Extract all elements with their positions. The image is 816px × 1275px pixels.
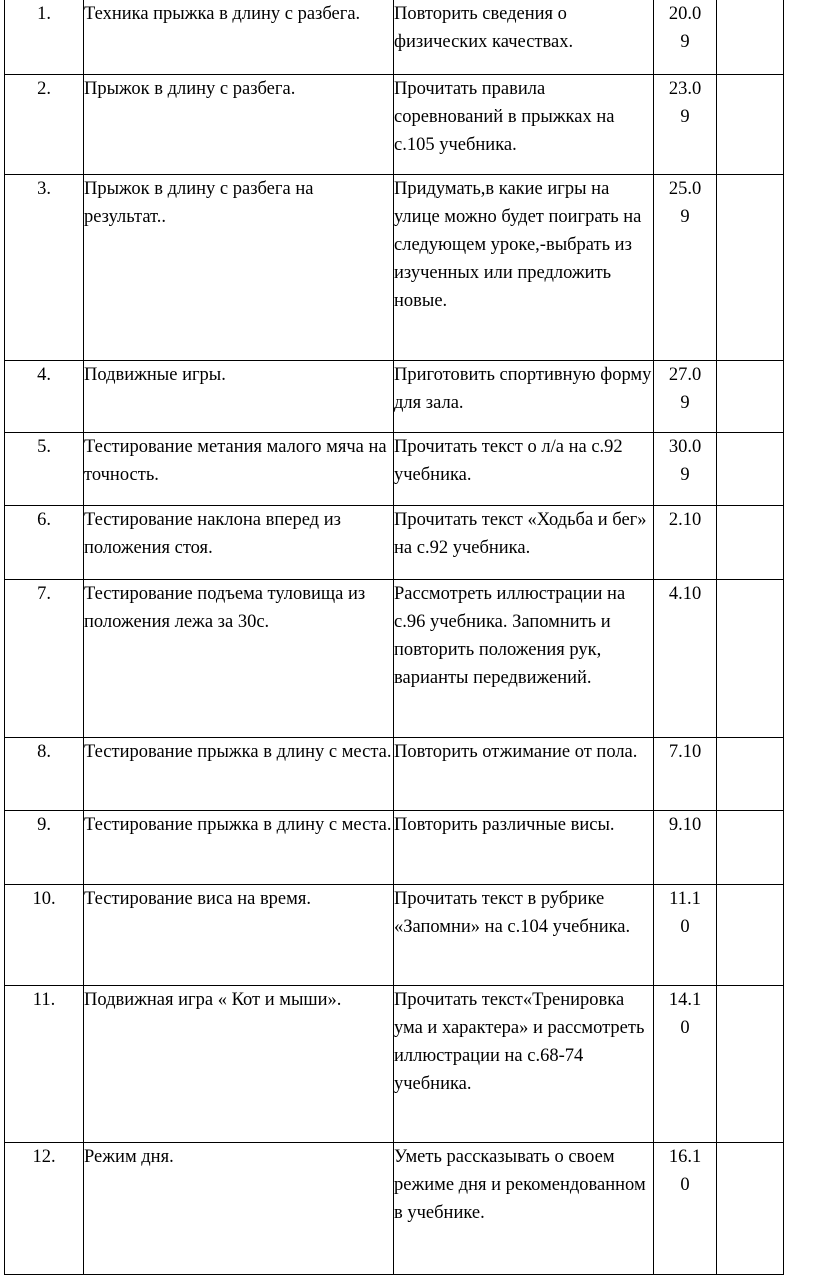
empty-cell	[717, 811, 784, 885]
empty-cell	[717, 75, 784, 175]
lesson-number: 4.	[5, 361, 84, 433]
lesson-number: 11.	[5, 986, 84, 1143]
lesson-date: 7.10	[668, 742, 702, 762]
table-row	[5, 811, 784, 885]
lesson-homework: Уметь рассказывать о своем режиме дня и рекомендованном в учебнике.	[394, 1143, 654, 1275]
lesson-homework: Прочитать текст в рубрике «Запомни» на с.104 учебника.	[394, 885, 654, 986]
lesson-number: 6.	[5, 506, 84, 580]
lesson-homework: Приготовить спортивную форму для зала.	[394, 361, 654, 433]
lesson-number: 5.	[5, 433, 84, 506]
lesson-number: 3.	[5, 175, 84, 361]
table-row	[5, 986, 784, 1143]
empty-cell	[717, 433, 784, 506]
lesson-date: 25.09	[668, 179, 702, 227]
table-row	[5, 738, 784, 811]
lesson-homework: Прочитать текст «Ходьба и бег» на с.92 учебника.	[394, 506, 654, 580]
lesson-topic: Прыжок в длину с разбега.	[84, 75, 394, 175]
empty-cell	[717, 885, 784, 986]
lesson-date: 11.10	[669, 889, 701, 937]
table-row	[5, 1143, 784, 1275]
lesson-number: 9.	[5, 811, 84, 885]
lesson-homework: Прочитать текст о л/а на с.92 учебника.	[394, 433, 654, 506]
empty-cell	[717, 175, 784, 361]
lesson-topic: Подвижные игры.	[84, 361, 394, 433]
lesson-date: 4.10	[668, 584, 702, 604]
empty-cell	[717, 506, 784, 580]
lesson-topic: Прыжок в длину с разбега на результат..	[84, 175, 394, 361]
lesson-homework: Прочитать текст«Тренировка ума и характера» и рассмотреть иллюстрации на с.68-74 учебника.	[394, 986, 654, 1143]
table-row	[5, 580, 784, 738]
table-row	[5, 75, 784, 175]
table-row	[5, 433, 784, 506]
lesson-topic: Режим дня.	[84, 1143, 394, 1275]
lesson-homework: Рассмотреть иллюстрации на с.96 учебника. Запомнить и повторить положения рук, варианты передвижений.	[394, 580, 654, 738]
lesson-date: 9.10	[668, 815, 702, 835]
lesson-topic: Тестирование прыжка в длину с места.	[84, 811, 394, 885]
lesson-number: 7.	[5, 580, 84, 738]
lesson-date: 30.09	[668, 437, 702, 485]
lesson-date: 2.10	[668, 510, 702, 530]
empty-cell	[717, 361, 784, 433]
lesson-homework: Повторить отжимание от пола.	[394, 738, 654, 811]
table-row	[5, 885, 784, 986]
lesson-topic: Тестирование виса на время.	[84, 885, 394, 986]
table-row	[5, 0, 784, 75]
lesson-homework: Повторить различные висы.	[394, 811, 654, 885]
table-row	[5, 175, 784, 361]
lesson-number: 2.	[5, 75, 84, 175]
lesson-homework: Прочитать правила соревнований в прыжках на с.105 учебника.	[394, 75, 654, 175]
lesson-topic: Тестирование наклона вперед из положения стоя.	[84, 506, 394, 580]
lesson-date: 20.09	[668, 4, 702, 52]
lesson-homework: Придумать,в какие игры на улице можно будет поиграть на следующем уроке,-выбрать из изученных или предложить новые.	[394, 175, 654, 361]
lesson-number: 12.	[5, 1143, 84, 1275]
lesson-topic: Техника прыжка в длину с разбега.	[84, 0, 394, 75]
lesson-number: 8.	[5, 738, 84, 811]
empty-cell	[717, 580, 784, 738]
empty-cell	[717, 1143, 784, 1275]
empty-cell	[717, 738, 784, 811]
lesson-number: 1.	[5, 0, 84, 75]
lesson-topic: Тестирование метания малого мяча на точность.	[84, 433, 394, 506]
lesson-date: 23.09	[668, 79, 702, 127]
empty-cell	[717, 0, 784, 75]
lesson-date: 16.10	[668, 1147, 702, 1195]
table-row	[5, 361, 784, 433]
lesson-topic: Подвижная игра « Кот и мыши».	[84, 986, 394, 1143]
lesson-number: 10.	[5, 885, 84, 986]
lesson-topic: Тестирование подъема туловища из положения лежа за 30с.	[84, 580, 394, 738]
lesson-date: 14.10	[668, 990, 702, 1038]
lesson-topic: Тестирование прыжка в длину с места.	[84, 738, 394, 811]
lesson-date: 27.09	[668, 365, 702, 413]
lesson-plan-table	[4, 0, 784, 1275]
lesson-homework: Повторить сведения о физических качествах.	[394, 0, 654, 75]
table-row	[5, 506, 784, 580]
empty-cell	[717, 986, 784, 1143]
